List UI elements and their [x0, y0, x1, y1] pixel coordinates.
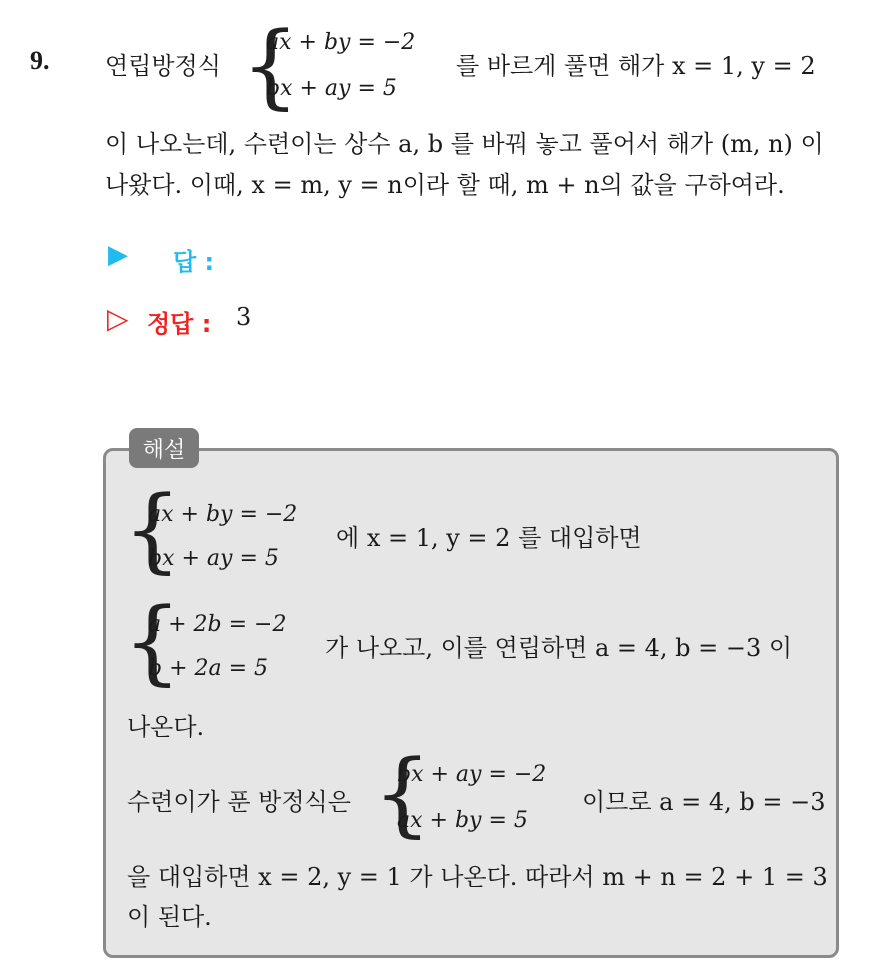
explanation-system-2-text: 가 나오고, 이를 연립하면 a = 4, b = −3 이: [325, 634, 793, 662]
explanation-system-1-text: 에 x = 1, y = 2 를 대입하면: [336, 524, 642, 552]
explanation-system-1-eq-1: ax + by = −2: [148, 502, 298, 527]
problem-line-2: 이 나오는데, 수련이는 상수 a, b 를 바꿔 놓고 풀어서 해가 (m, n) 이: [105, 130, 824, 158]
explanation-swap-prefix: 수련이가 푼 방정식은: [127, 788, 351, 816]
explanation-result-line: 나온다.: [127, 713, 205, 741]
problem-number: 9.: [30, 46, 50, 75]
explanation-system-3-eq-2: ax + by = 5: [397, 808, 528, 833]
explanation-system-2-eq-1: a + 2b = −2: [148, 612, 287, 637]
explanation-system-1-eq-2: bx + ay = 5: [148, 546, 279, 571]
explanation-system-2-eq-2: b + 2a = 5: [148, 656, 269, 681]
problem-intro: 연립방정식: [105, 52, 221, 80]
correct-answer-label: 정답 :: [147, 310, 212, 338]
explanation-tab: 해설: [129, 428, 199, 468]
explanation-system-3-text: 이므로 a = 4, b = −3: [582, 788, 826, 816]
left-brace: {: [241, 12, 300, 119]
system-equation-1: ax + by = −2: [266, 30, 416, 55]
system-equation-2: bx + ay = 5: [266, 76, 397, 101]
problem-line-3: 나왔다. 이때, x = m, y = n이라 할 때, m + n의 값을 구하여라.: [105, 171, 785, 199]
left-brace: {: [373, 740, 432, 847]
left-brace: {: [123, 476, 182, 583]
explanation-final-line-2: 이 된다.: [127, 903, 212, 931]
correct-answer-triangle-icon: ▷: [107, 302, 129, 335]
left-brace: {: [123, 588, 182, 695]
problem-line-1-tail: 를 바르게 풀면 해가 x = 1, y = 2: [456, 52, 816, 80]
answer-label: 답 :: [173, 248, 215, 276]
correct-answer-value: 3: [236, 303, 252, 331]
explanation-system-3-eq-1: bx + ay = −2: [397, 762, 547, 787]
answer-play-icon: ▶: [108, 240, 128, 270]
explanation-final-line-1: 을 대입하면 x = 2, y = 1 가 나온다. 따라서 m + n = 2 + 1 = 3: [127, 863, 828, 891]
